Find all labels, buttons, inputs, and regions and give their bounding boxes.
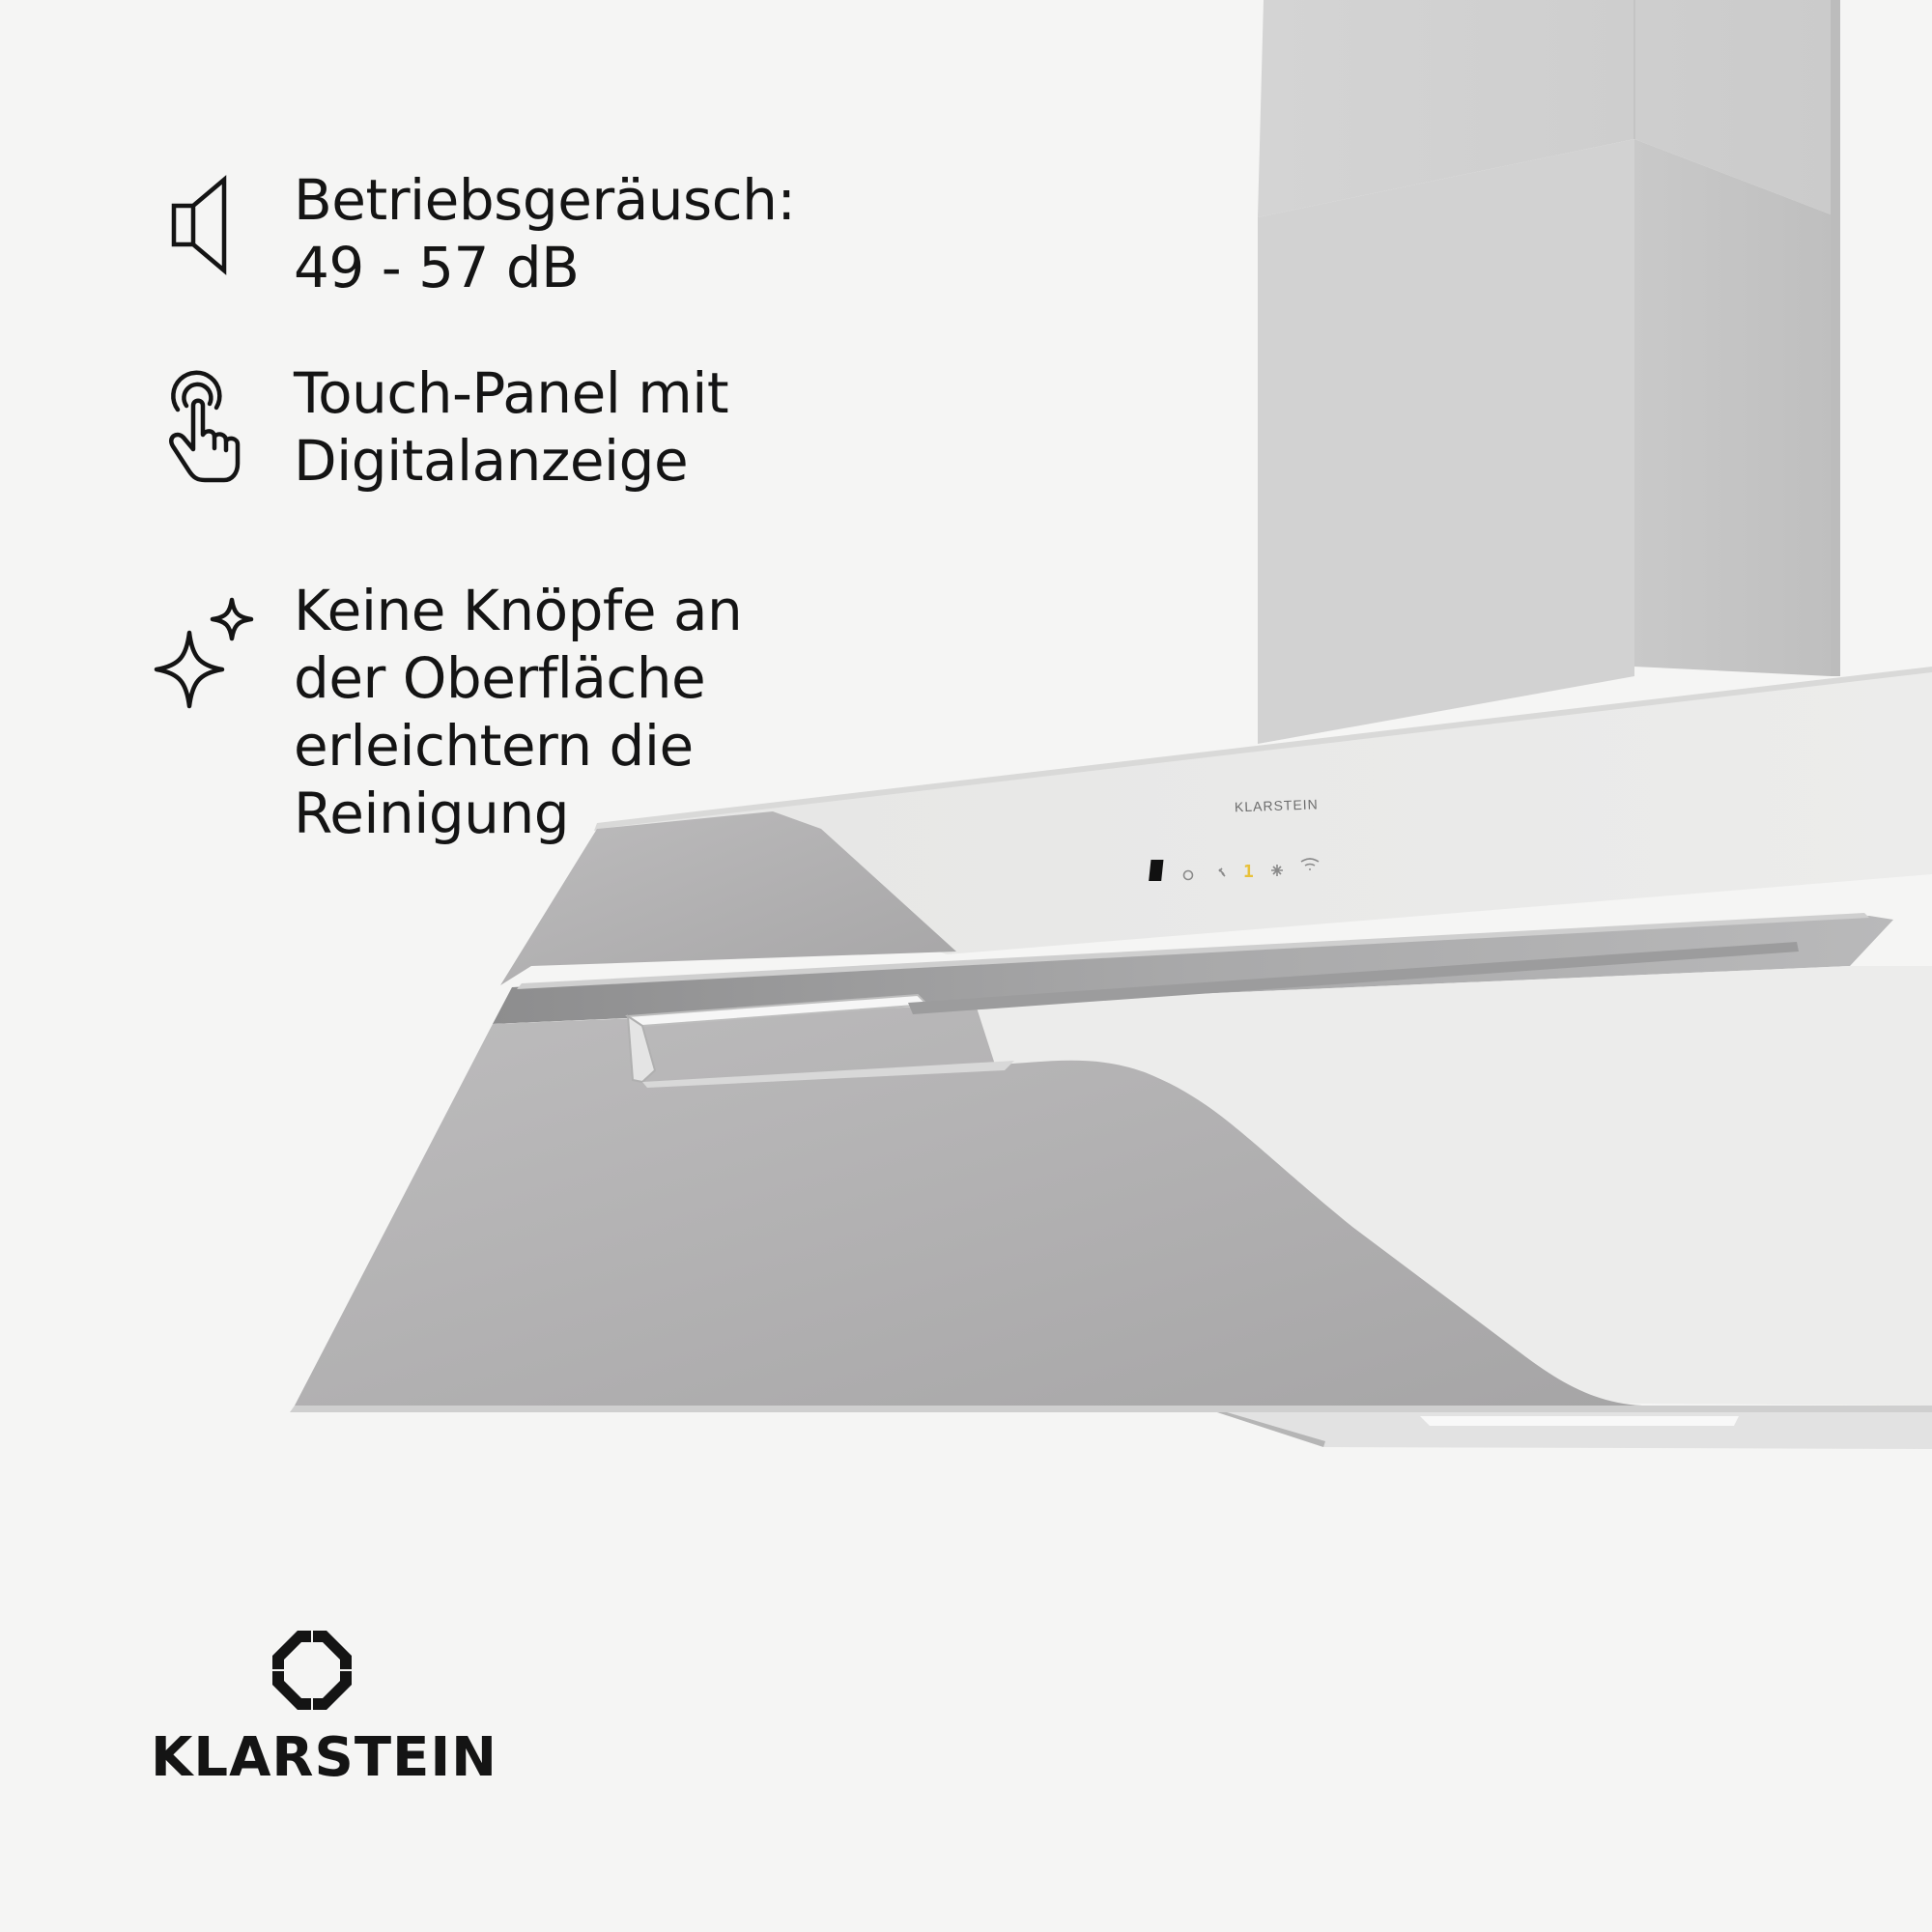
feature-cleaning-line-4: Reinigung xyxy=(294,781,570,846)
feature-cleaning-line-1: Keine Knöpfe an xyxy=(294,578,743,643)
feature-touch-line-2: Digitalanzeige xyxy=(294,428,689,494)
feature-noise-line-2: 49 - 57 dB xyxy=(294,235,580,300)
feature-noise xyxy=(155,166,889,301)
brand-logo xyxy=(151,1631,498,1789)
chimney xyxy=(1258,0,1840,744)
digital-display xyxy=(1149,860,1163,881)
touch-hand-icon xyxy=(155,367,251,493)
feature-easy-cleaning xyxy=(155,577,889,857)
klarstein-logo-icon xyxy=(272,1631,352,1710)
feature-noise-line-1: Betriebsgeräusch: xyxy=(294,167,796,233)
sparkle-icon xyxy=(149,596,265,722)
feature-cleaning-line-3: erleichtern die xyxy=(294,713,694,779)
speaker-icon xyxy=(155,172,242,278)
panel-brand-label: KLARSTEIN xyxy=(1234,796,1320,815)
feature-touch-panel xyxy=(155,359,889,495)
feature-cleaning-line-2: der Oberfläche xyxy=(294,645,706,711)
feature-touch-line-1: Touch-Panel mit xyxy=(294,360,729,426)
brand-name: KLARSTEIN xyxy=(151,1726,498,1789)
digital-display-value: 1 xyxy=(1243,862,1254,882)
